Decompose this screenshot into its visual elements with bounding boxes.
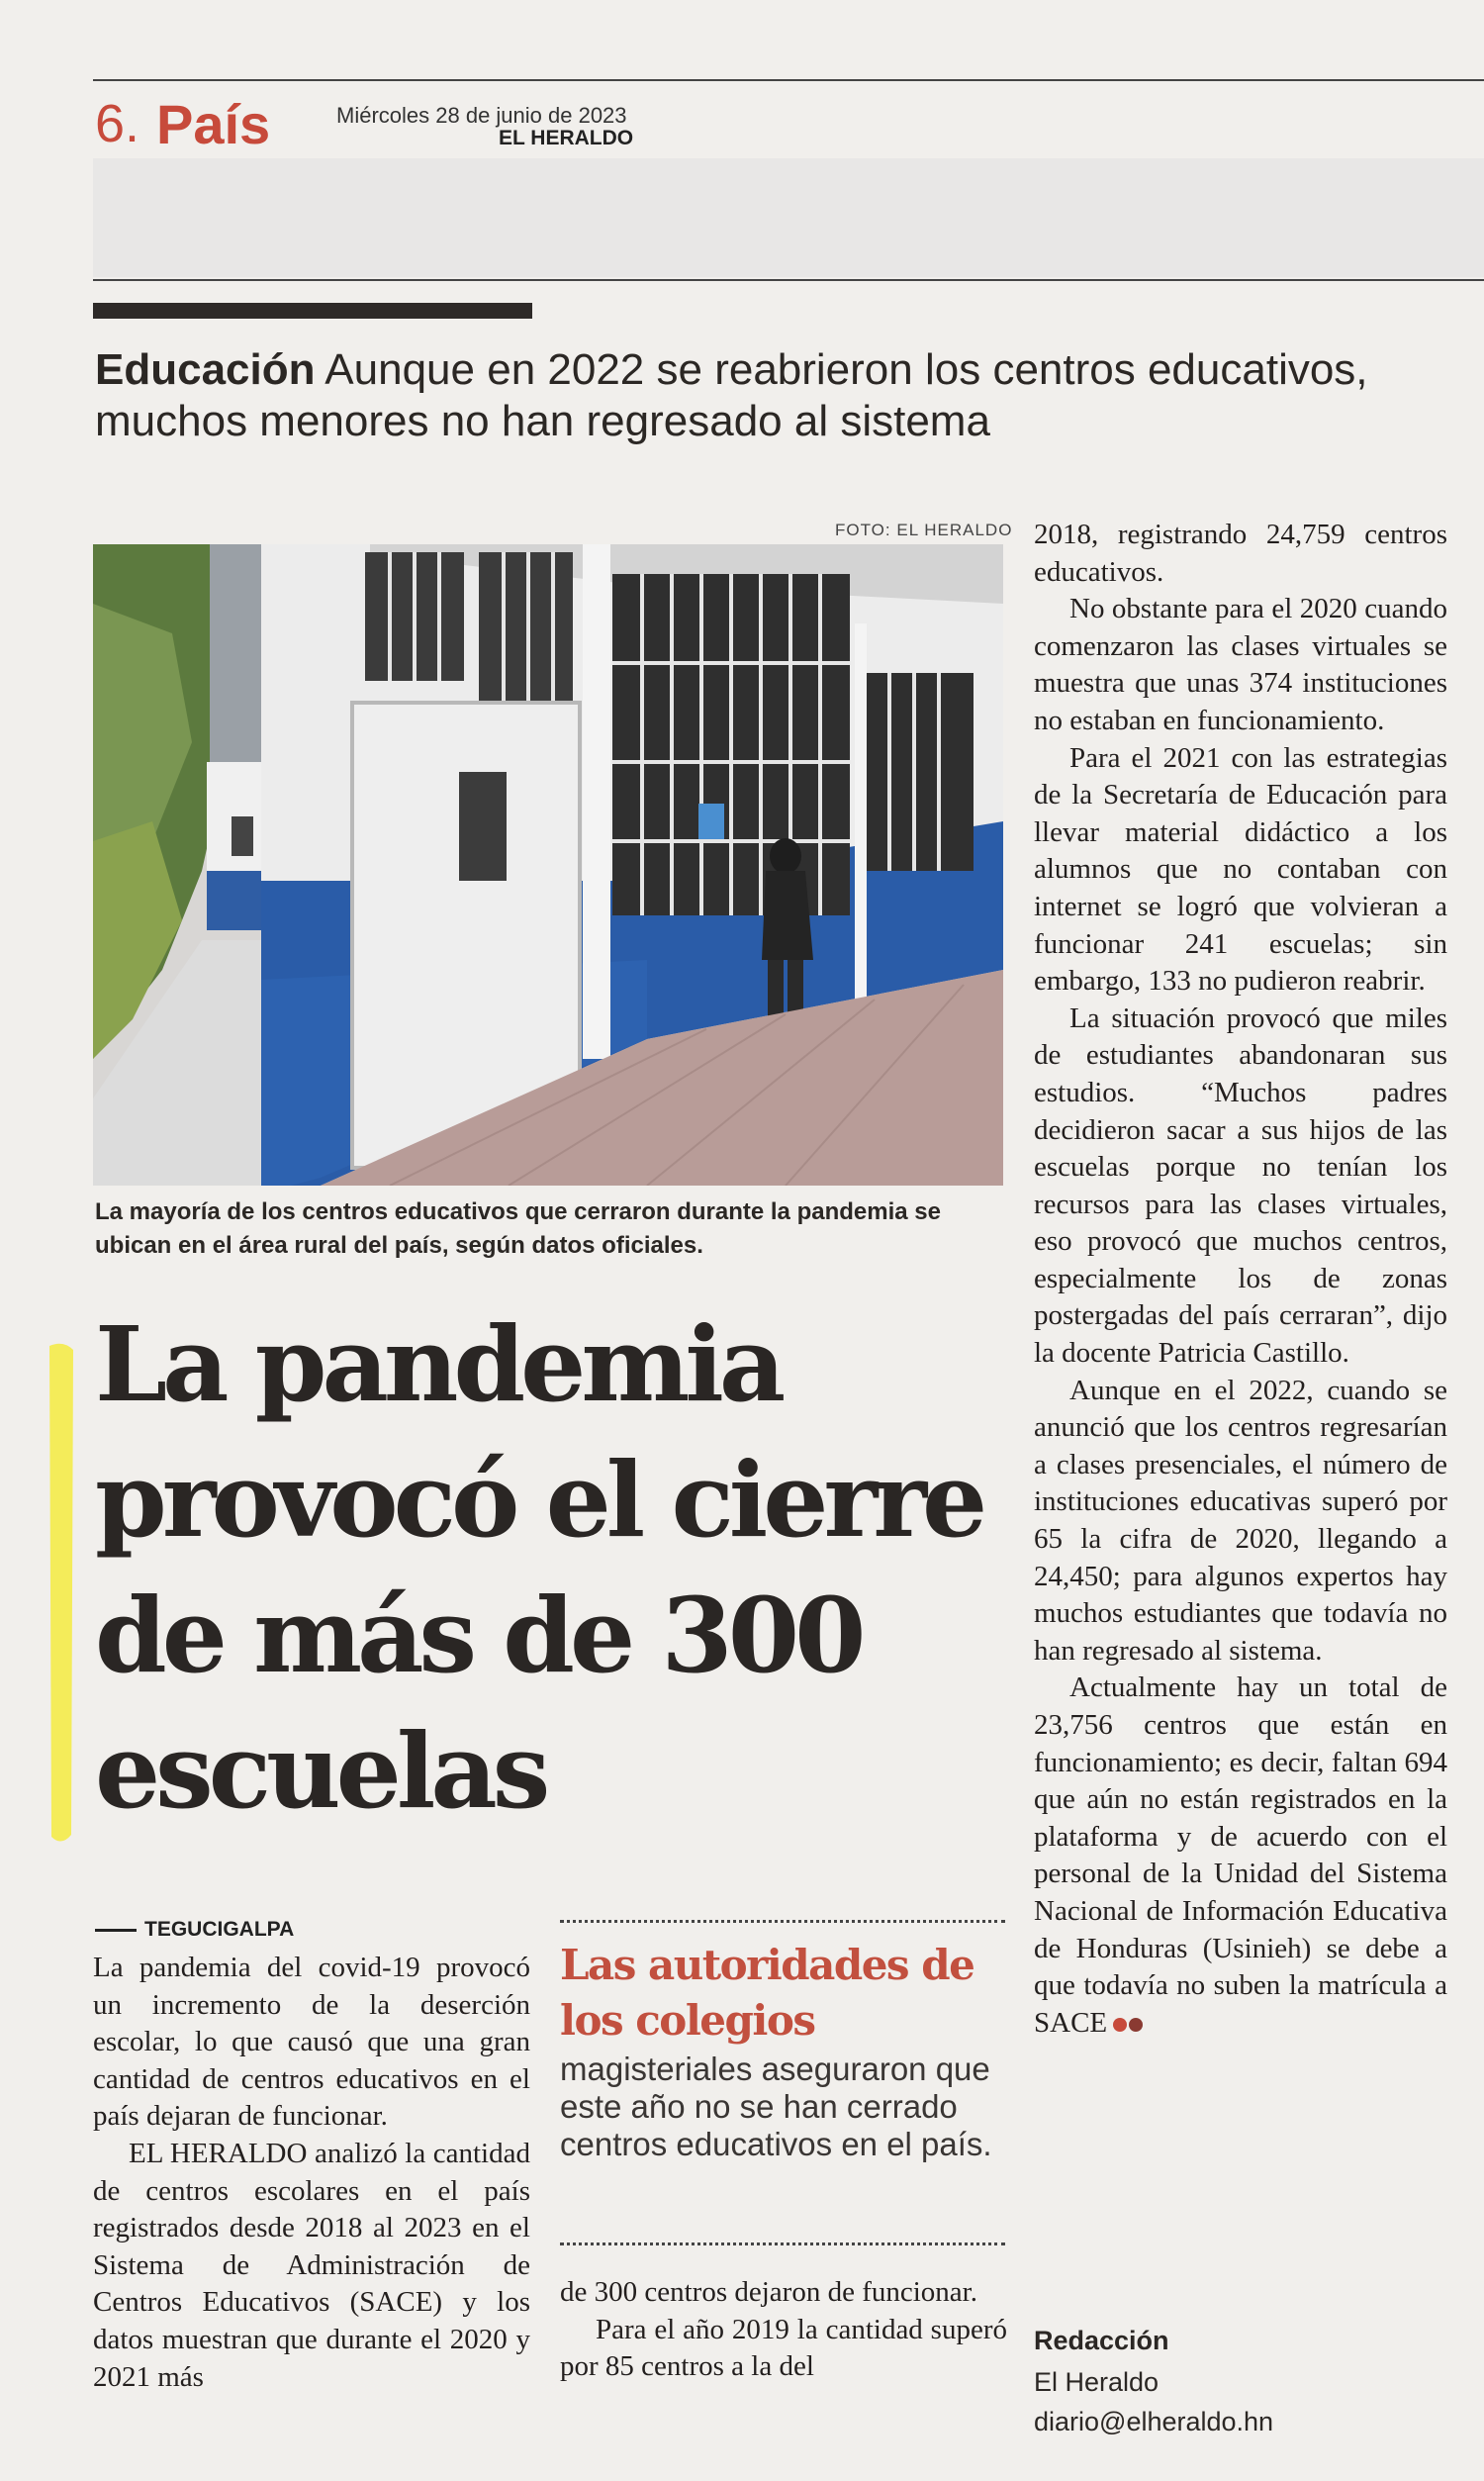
pullquote-rule-bottom [560,2242,1005,2245]
body-paragraph-final [1034,1670,1447,2042]
body-column-right [1034,517,1447,2042]
highlighter-mark [44,1340,83,1847]
photo-credit: FOTO: EL HERALDO [835,521,1013,539]
issue-date: Miércoles 28 de junio de 2023 [336,103,627,128]
body-paragraph: La situación provocó que miles de estudiantes abandonaran sus estudios. “Muchos padres decidieron sacar a sus hijos de las escuelas porque no tenían los recursos para las clases virtuales, eso provocó que muchos centros, especialmente los de zonas postergadas del país cerraran”, dijo la docente Patricia Castillo. [1034,1002,1447,1370]
body-paragraph: Para el 2021 con las estrategias de la Secretaría de Educación para llevar material didáctico a los alumnos que no contaban con internet se logró que volvieran a funcionar 241 escuelas; sin embargo, 133 no pudieron reabrir. [1034,741,1447,998]
end-mark-icon [1113,2018,1127,2032]
body-paragraph: Aunque en el 2022, cuando se anunció que los centros regresarían a clases presenciales, el número de instituciones educativas superó por 65 la cifra de 2020, llegando a 24,450; para algunos expertos hay muchos estudiantes que todavía no han regresado al sistema. [1034,1374,1447,1667]
deck [95,344,1460,447]
school-photo [93,544,1003,1186]
final-paragraph-text: Actualmente hay un total de 23,756 centros que están en funcionamiento; es decir, faltan 694 que aún no están registrados en la plataforma y de acuerdo con el personal de la Unidad del Sistema Nacional de Información Educativa de Honduras (Usinieh) se debe a que todavía no suben la matrícula a SACE [1034,1671,1447,2039]
pullquote-rule-top [560,1920,1005,1923]
pullquote-text: magisteriales aseguraron que este año no se han cerrado centros educativos en el país. [560,2051,992,2162]
author-email: diario@elheraldo.hn [1034,2407,1274,2436]
top-rule [93,79,1484,81]
bleed-through-band [93,158,1484,277]
body-paragraph: EL HERALDO analizó la cantidad de centros escolares en el país registrados desde 2018 al 2023 en el Sistema de Administración de Centros Educativos (SACE) y los datos muestran que durante el 2020 y 2021 más [93,2137,530,2393]
section-name: País [156,93,271,155]
headline: La pandemia provocó el cierre de más de 300 escuelas [95,1303,983,1832]
dateline [95,1918,294,1942]
dateline-text: TEGUCIGALPA [144,1918,295,1941]
dateline-dash [95,1929,137,1932]
author-organization: El Heraldo [1034,2367,1159,2397]
body-column-middle [560,2274,1007,2386]
body-paragraph: de 300 centros dejaron de funcionar. [560,2276,977,2308]
deck-text: Aunque en 2022 se reabrieron los centros educativos, muchos menores no han regresado al sistema [95,345,1368,445]
newspaper-name: EL HERALDO [499,127,634,149]
body-column-left [93,1950,530,2396]
deck-bar [93,303,532,319]
body-paragraph: No obstante para el 2020 cuando comenzaron las clases virtuales se muestra que unas 374 instituciones no estaban en funcionamiento. [1034,593,1447,736]
body-paragraph: La pandemia del covid-19 provocó un incremento de la deserción escolar, lo que causó que una gran cantidad de centros educativos en el país dejaran de funcionar. [93,1952,530,2133]
photo-caption: La mayoría de los centros educativos que cerraron durante la pandemia se ubican en el área rural del país, según datos oficiales. [95,1198,941,1259]
end-mark-icon [1129,2018,1143,2032]
deck-kicker: Educación [95,345,316,394]
pullquote-title: Las autoridades de los colegios [560,1941,974,2045]
author-name: Redacción [1034,2326,1169,2355]
page-number: 6. [95,94,140,153]
body-paragraph: Para el año 2019 la cantidad superó por 85 centros a la del [560,2313,1007,2383]
section-divider [93,279,1484,281]
body-paragraph: 2018, registrando 24,759 centros educativos. [1034,519,1447,588]
